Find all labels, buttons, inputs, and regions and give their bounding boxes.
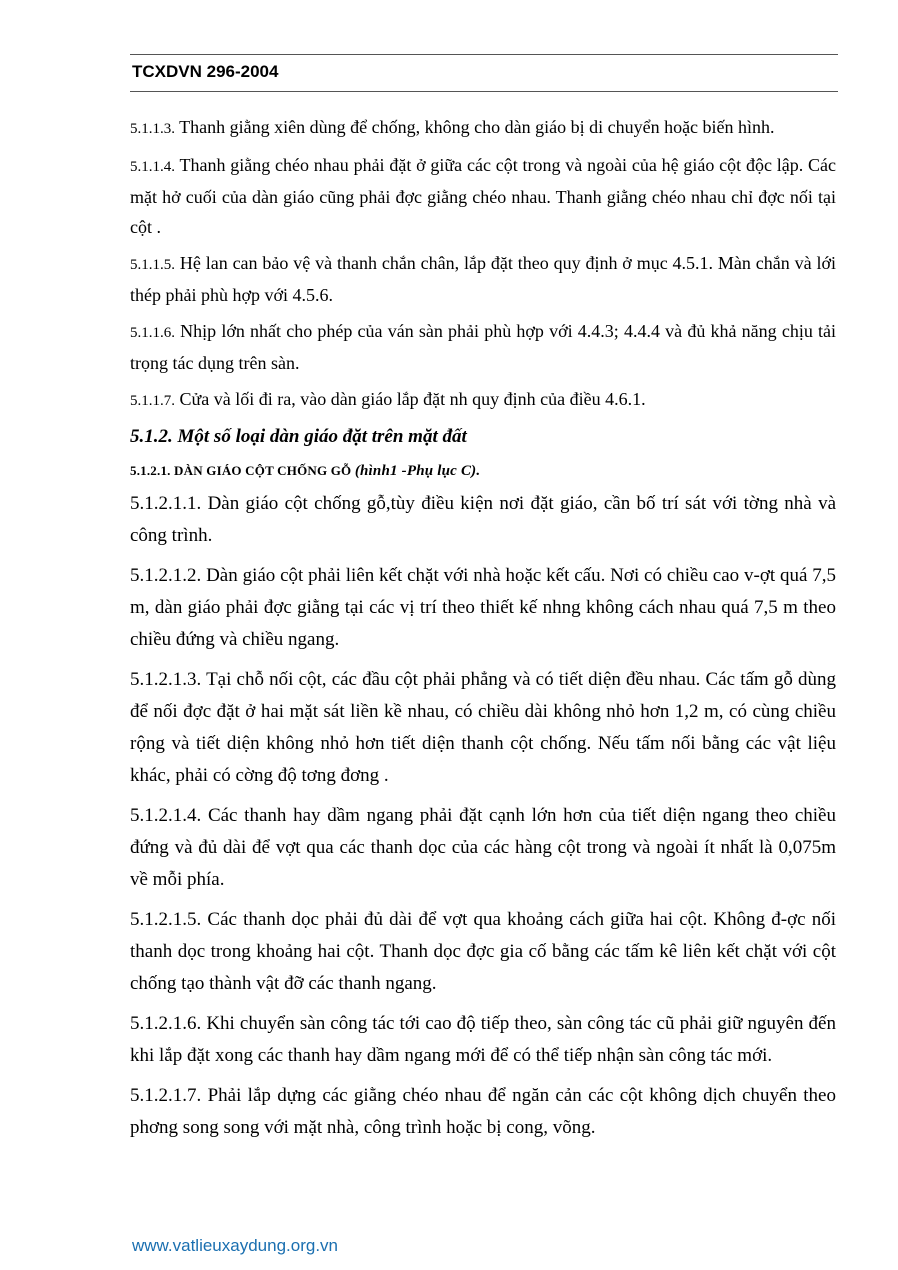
- clause-5-1-2-1-7: 5.1.2.1.7. Phải lắp dựng các giằng chéo nhau để ngăn cản các cột không dịch chuyển theo phơng song song với mặt nhà, công trình hoặc bị cong, võng.: [130, 1085, 836, 1138]
- clause-number: 5.1.1.7.: [130, 393, 175, 409]
- clause-text: Thanh giằng chéo nhau phải đặt ở giữa các cột trong và ngoài của hệ giáo cột độc lập. Các mặt hở cuối của dàn giáo cũng phải đợc giằng chéo nhau. Thanh giằng chéo nhau chỉ đợc nối tại cột .: [130, 155, 836, 237]
- clause-5-1-2-1-2: 5.1.2.1.2. Dàn giáo cột phải liên kết chặt với nhà hoặc kết cấu. Nơi có chiều cao v-ợt quá 7,5 m, dàn giáo phải đợc giằng tại các vị trí theo thiết kế nhng không cách nhau quá 7,5 m theo chiều đứng và chiều ngang.: [130, 565, 836, 650]
- header-bottom-rule: [130, 91, 838, 92]
- footer-website-link[interactable]: www.vatlieuxaydung.org.vn: [132, 1236, 339, 1255]
- clause-5-1-2-1-3: 5.1.2.1.3. Tại chỗ nối cột, các đầu cột phải phẳng và có tiết diện đều nhau. Các tấm gỗ dùng để nối đợc đặt ở hai mặt sát liền kề nhau, có chiều dài không nhỏ hơn 1,2 m, có cùng chiều rộng và tiết diện không nhỏ hơn tiết diện thanh cột chống. Nếu tấm nối bằng các vật liệu khác, phải có cờng độ tơng đơng .: [130, 669, 836, 786]
- clause-5-1-2-1-1: 5.1.2.1.1. Dàn giáo cột chống gỗ,tùy điều kiện nơi đặt giáo, cần bố trí sát với tờng nhà và công trình.: [130, 493, 836, 546]
- subsection-label: 5.1.2.1. DÀN GIÁO CỘT CHỐNG GỖ: [130, 463, 355, 478]
- clause-5-1-1-7: [130, 384, 836, 416]
- clause-5-1-1-5: [130, 248, 836, 310]
- clause-number: 5.1.1.5.: [130, 257, 175, 273]
- clause-text: Nhịp lớn nhất cho phép của ván sàn phải phù hợp với 4.4.3; 4.4.4 và đủ khả năng chịu tải trọng tác dụng trên sàn.: [130, 321, 836, 373]
- header-top-rule: [130, 54, 838, 55]
- subsection-heading: [130, 456, 836, 486]
- document-code: TCXDVN 296-2004: [132, 62, 279, 81]
- clause-5-1-1-4: [130, 150, 836, 242]
- clause-5-1-2-1-6: 5.1.2.1.6. Khi chuyển sàn công tác tới cao độ tiếp theo, sàn công tác cũ phải giữ nguyên đến khi lắp đặt xong các thanh hay dầm ngang mới để có thể tiếp nhận sàn công tác mới.: [130, 1013, 836, 1066]
- clause-5-1-1-3: [130, 112, 836, 144]
- clause-5-1-2-1-5: 5.1.2.1.5. Các thanh dọc phải đủ dài để vợt qua khoảng cách giữa hai cột. Không đ-ợc nối thanh dọc trong khoảng hai cột. Thanh dọc đợc gia cố bằng các tấm kê liên kết chặt với cột chống tạo thành vật đỡ các thanh ngang.: [130, 909, 836, 994]
- clause-5-1-1-6: [130, 316, 836, 378]
- clause-5-1-2-1-4: 5.1.2.1.4. Các thanh hay dầm ngang phải đặt cạnh lớn hơn của tiết diện ngang theo chiều đứng và đủ dài để vợt qua các thanh dọc của các hàng cột trong và ngoài ít nhất là 0,075m về mỗi phía.: [130, 805, 836, 890]
- clause-number: 5.1.1.6.: [130, 325, 175, 341]
- clause-text: Hệ lan can bảo vệ và thanh chắn chân, lắp đặt theo quy định ở mục 4.5.1. Màn chắn và lới thép phải phù hợp với 4.5.6.: [130, 253, 836, 305]
- clause-number: 5.1.1.4.: [130, 159, 175, 175]
- clause-number: 5.1.1.3.: [130, 121, 175, 137]
- document-body: [130, 112, 836, 1152]
- subsection-reference: (hình1 -Phụ lục C).: [354, 463, 481, 479]
- section-heading: 5.1.2. Một số loại dàn giáo đặt trên mặt đất: [130, 426, 467, 447]
- clause-text: Cửa và lối đi ra, vào dàn giáo lắp đặt nh quy định của điều 4.6.1.: [175, 389, 646, 409]
- clause-text: Thanh giằng xiên dùng để chống, không cho dàn giáo bị di chuyển hoặc biến hình.: [175, 117, 775, 137]
